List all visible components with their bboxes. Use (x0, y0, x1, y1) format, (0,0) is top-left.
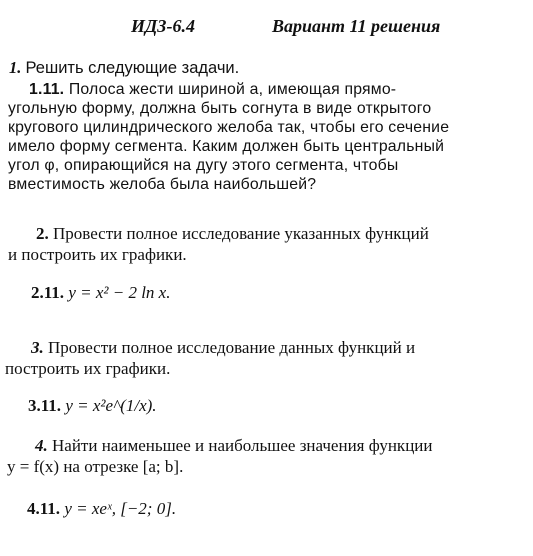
task3-problem (28, 396, 157, 416)
task4-problem (27, 499, 176, 519)
task1-heading (9, 58, 239, 78)
task1-problem-number: 1.11. (29, 81, 65, 98)
task3-text (5, 337, 415, 379)
task1-line-3: кругового цилиндрического желоба так, чтобы его сечение (8, 119, 450, 136)
task4-problem-number: 4.11. (27, 499, 61, 518)
task2-problem (31, 283, 170, 303)
task2-formula: y = x² − 2 ln x. (68, 283, 171, 302)
task4-line-1: 4. Найти наименьшее и наибольшее значения функции (35, 436, 433, 455)
task2-number: 2. (36, 224, 49, 243)
task2-problem-number: 2.11. (31, 283, 65, 302)
task1-line-6: вместимость желоба была наибольшей? (8, 176, 317, 193)
task1-line-5: угол φ, опирающийся на дугу этого сегмента, чтобы (8, 157, 399, 174)
task1-problem (8, 80, 449, 194)
document-title: ИДЗ-6.4 (131, 16, 195, 36)
task1-number: 1. (9, 58, 22, 77)
task3-line-2: построить их графики. (5, 359, 171, 378)
task3-formula: y = x²e^(1/x). (65, 396, 157, 415)
task1-line-2: угольную форму, должна быть согнута в виде открытого (8, 100, 432, 117)
task4-line-2: y = f(x) на отрезке [a; b]. (7, 457, 184, 476)
task4-number: 4. (35, 436, 48, 455)
task2-line-2: и построить их графики. (8, 245, 187, 264)
task1-line-4: имело форму сегмента. Каким должен быть центральный (8, 138, 445, 155)
task3-line-1: 3. Провести полное исследование данных функций и (31, 338, 416, 357)
task1-heading-text: Решить следующие задачи. (25, 59, 240, 77)
task4-text (7, 435, 432, 477)
task3-number: 3. (31, 338, 44, 357)
task3-problem-number: 3.11. (28, 396, 62, 415)
task2-line-1: 2. Провести полное исследование указанных функций (36, 224, 429, 243)
variant-label: Вариант 11 решения (272, 16, 441, 36)
task2-text (8, 223, 429, 265)
task1-line-1: 1.11. Полоса жести шириной a, имеющая прямо- (29, 81, 397, 98)
task4-formula: y = xeˣ, [−2; 0]. (64, 499, 177, 518)
